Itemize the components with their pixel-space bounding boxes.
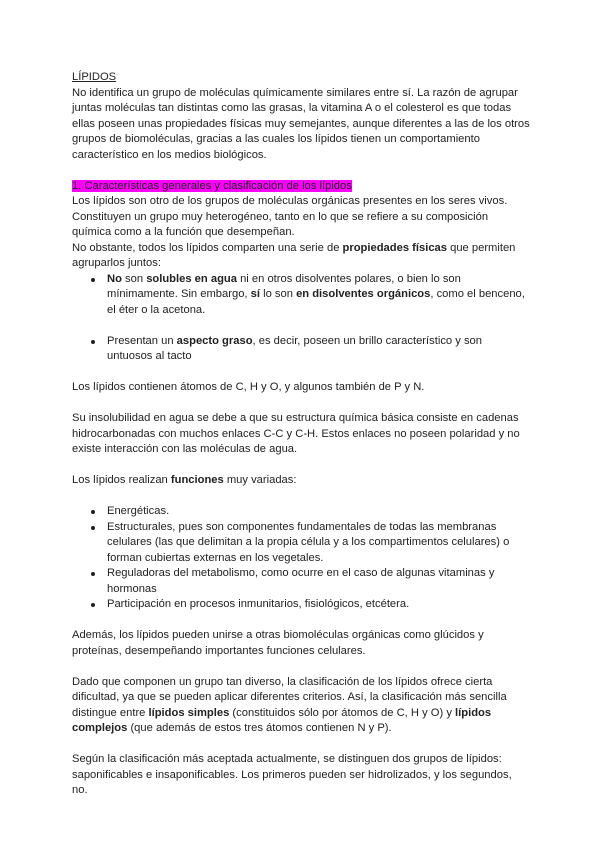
list-item: Reguladoras del metabolismo, como ocurre en el caso de algunas vitaminas y hormonas <box>107 566 530 597</box>
list-item: Presentan un aspecto graso, es decir, poseen un brillo característico y son untuosos al tacto <box>107 334 530 365</box>
intro-paragraph: No identifica un grupo de moléculas químicamente similares entre sí. La razón de agrupar juntas moléculas tan distintas como las grasas, la vitamina A o el colesterol es que todas ellas poseen unas propiedades físicas muy semejantes, aunque diferentes a las de los otros grupos de biomoléculas, gracias a las cuales los lípidos tienen un comportamiento característico en los medios biológicos. <box>72 86 530 161</box>
section-heading <box>72 179 530 195</box>
functions-list <box>72 504 530 613</box>
page-title: LÍPIDOS <box>72 71 117 83</box>
classification-paragraph: Dado que componen un grupo tan diverso, la clasificación de los lípidos ofrece cierta dificultad, ya que se pueden aplicar diferentes criterios. Así, la clasificación más sencilla distingue entre lípidos simples (constituidos sólo por átomos de C, H y O) y lípidos complejos (que además de estos tres átomos contienen N y P). <box>72 675 507 734</box>
insolubility-paragraph: Su insolubilidad en agua se debe a que su estructura química básica consiste en cadenas hidrocarbonadas con muchos enlaces C-C y C-H. Estos enlaces no poseen polaridad y no existe interacción con las moléculas de agua. <box>72 412 520 455</box>
list-item: No son solubles en agua ni en otros disolventes polares, o bien lo son mínimamente. Sin embargo, sí lo son en disolventes orgánicos, como el benceno, el éter o la acetona. <box>107 272 530 319</box>
list-item: Participación en procesos inmunitarios, fisiológicos, etcétera. <box>107 597 530 613</box>
section-paragraph-1: Los lípidos son otro de los grupos de moléculas orgánicas presentes en los seres vivos. Constituyen un grupo muy heterogéneo, tanto en lo que se refiere a su composición química como a la función que desempeñan. <box>72 195 508 238</box>
properties-list <box>72 272 530 319</box>
document-page <box>72 70 530 799</box>
properties-list-2 <box>72 334 530 365</box>
final-paragraph: Según la clasificación más aceptada actualmente, se distinguen dos grupos de lípidos: saponificables e insaponificables. Los primeros pueden ser hidrolizados, y los segundos, no. <box>72 753 512 796</box>
section-paragraph-2: No obstante, todos los lípidos comparten una serie de propiedades físicas que permiten agruparlos juntos: <box>72 241 516 269</box>
highlighted-heading: 1. Características generales y clasificación de los lípidos <box>72 179 352 192</box>
composition-paragraph: Los lípidos contienen átomos de C, H y O, y algunos también de P y N. <box>72 381 425 393</box>
functions-intro: Los lípidos realizan funciones muy variadas: <box>72 474 297 486</box>
list-item: Estructurales, pues son componentes fundamentales de todas las membranas celulares (las que delimitan a la propia célula y a los compartimentos celulares) o forman cubiertas externas en los vegetales. <box>107 520 530 567</box>
list-item: Energéticas. <box>107 504 530 520</box>
ademas-paragraph: Además, los lípidos pueden unirse a otras biomoléculas orgánicas como glúcidos y proteínas, desempeñando importantes funciones celulares. <box>72 629 484 657</box>
